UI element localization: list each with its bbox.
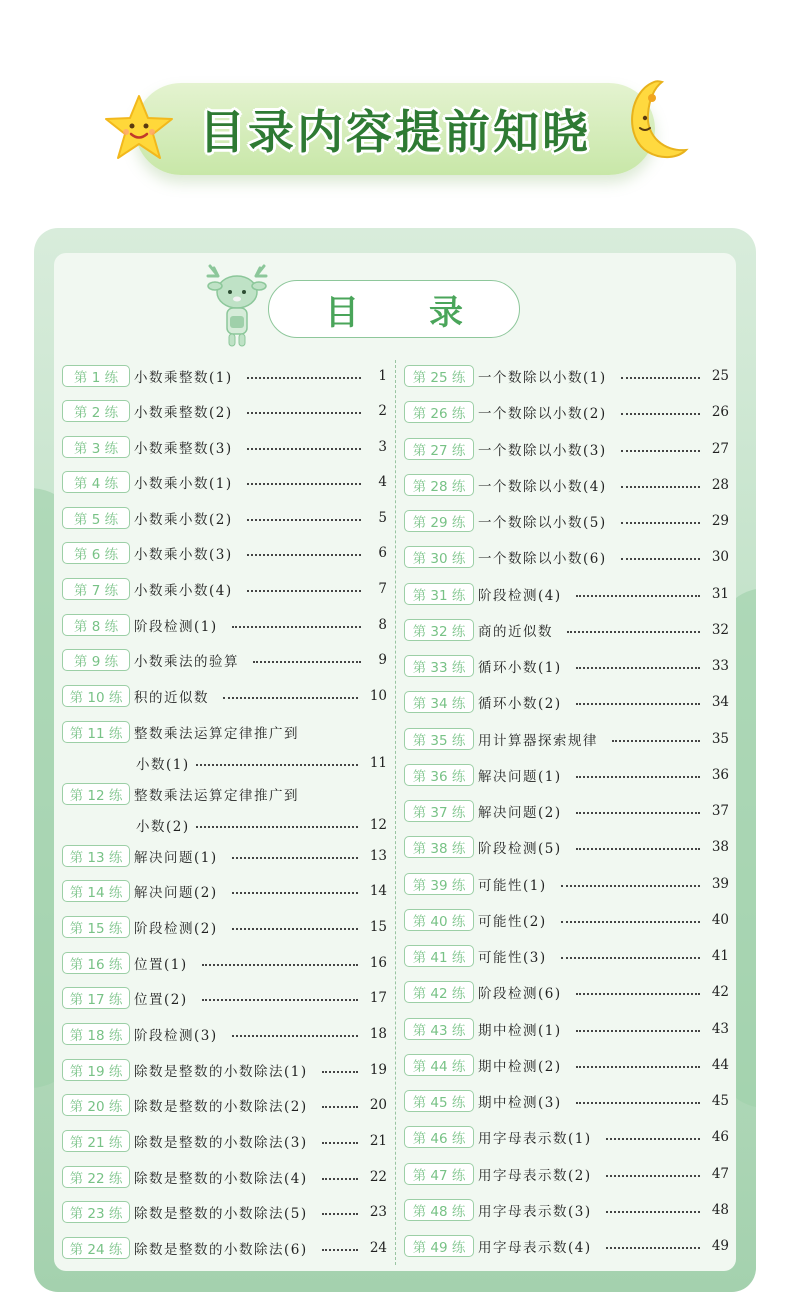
lesson-number-tag: 第 13 练 — [62, 845, 130, 867]
page-number: 6 — [378, 545, 387, 561]
leader-dots — [322, 1178, 358, 1180]
column-divider — [395, 360, 396, 1265]
toc-entry[interactable] — [62, 614, 387, 636]
toc-entry[interactable] — [404, 401, 729, 423]
toc-entry[interactable] — [62, 987, 387, 1009]
leader-dots — [576, 595, 700, 597]
lesson-number-tag: 第 42 练 — [404, 981, 474, 1003]
leader-dots — [561, 957, 700, 959]
leader-dots — [606, 1211, 700, 1213]
lesson-number-tag: 第 41 练 — [404, 945, 474, 967]
lesson-number-tag: 第 3 练 — [62, 436, 130, 458]
toc-entry[interactable] — [404, 365, 729, 387]
page-number: 39 — [711, 875, 729, 892]
lesson-number-tag: 第 5 练 — [62, 507, 130, 529]
leader-dots — [322, 1249, 358, 1251]
toc-entry[interactable] — [404, 1235, 729, 1257]
lesson-number-tag: 第 48 练 — [404, 1199, 474, 1221]
toc-entry[interactable] — [62, 1130, 387, 1152]
page-number: 41 — [711, 948, 729, 964]
leader-dots — [232, 892, 358, 894]
toc-entry[interactable] — [404, 583, 729, 605]
lesson-number-tag: 第 7 练 — [62, 578, 130, 600]
lesson-number-tag: 第 2 练 — [62, 400, 130, 422]
leader-dots — [322, 1142, 358, 1144]
toc-entry[interactable] — [404, 1090, 729, 1112]
lesson-title: 除数是整数的小数除法(6) — [134, 1242, 308, 1258]
lesson-number-tag: 第 23 练 — [62, 1201, 130, 1223]
lesson-title: 用计算器探索规律 — [478, 732, 598, 749]
page-number: 14 — [369, 883, 387, 899]
toc-entry[interactable] — [404, 655, 729, 677]
lesson-title: 解决问题(1) — [478, 768, 562, 785]
page-number: 37 — [711, 803, 729, 819]
lesson-title: 小数乘小数(1) — [134, 476, 233, 492]
leader-dots — [621, 558, 700, 560]
page-number: 21 — [369, 1133, 387, 1149]
toc-entry-continued[interactable] — [136, 752, 387, 774]
leader-dots — [322, 1071, 358, 1073]
lesson-number-tag: 第 6 练 — [62, 542, 130, 564]
lesson-title: 期中检测(3) — [478, 1095, 562, 1111]
lesson-title: 用字母表示数(4) — [478, 1240, 592, 1256]
page-number: 48 — [711, 1201, 729, 1218]
lesson-title: 整数乘法运算定律推广到 — [134, 726, 299, 742]
leader-dots — [576, 1030, 700, 1032]
lesson-number-tag: 第 45 练 — [404, 1090, 474, 1112]
lesson-title: 小数乘整数(3) — [134, 441, 233, 457]
leader-dots — [621, 522, 700, 524]
leader-dots — [576, 812, 700, 814]
toc-entry[interactable] — [404, 836, 729, 858]
page-number: 1 — [378, 368, 387, 384]
page-number: 25 — [711, 368, 729, 384]
smiling-star-icon — [104, 94, 174, 160]
toc-entry[interactable] — [62, 436, 387, 458]
lesson-number-tag: 第 39 练 — [404, 873, 474, 895]
page-number: 17 — [369, 990, 387, 1006]
leader-dots — [232, 857, 358, 859]
lesson-number-tag: 第 1 练 — [62, 365, 130, 387]
toc-entry[interactable] — [62, 1023, 387, 1045]
page-number: 20 — [369, 1097, 387, 1113]
lesson-title: 期中检测(2) — [478, 1058, 562, 1075]
page-number: 3 — [378, 439, 387, 455]
leader-dots — [576, 703, 700, 705]
toc-entry[interactable] — [404, 873, 729, 895]
lesson-number-tag: 第 44 练 — [404, 1054, 474, 1076]
page-number: 31 — [711, 585, 729, 602]
lesson-number-tag: 第 33 练 — [404, 655, 474, 677]
toc-entry[interactable] — [62, 845, 387, 867]
leader-dots — [196, 764, 358, 766]
toc-entry[interactable] — [62, 783, 387, 805]
page-number: 29 — [711, 513, 729, 529]
lesson-title: 整数乘法运算定律推广到 — [134, 788, 299, 804]
lesson-number-tag: 第 28 练 — [404, 474, 474, 496]
leader-dots — [247, 377, 361, 379]
lesson-number-tag: 第 12 练 — [62, 783, 130, 805]
leader-dots — [606, 1138, 700, 1140]
toc-entry[interactable] — [404, 945, 729, 967]
toc-entry[interactable] — [404, 438, 729, 460]
lesson-title: 解决问题(2) — [134, 885, 218, 901]
lesson-title: 小数乘小数(3) — [134, 547, 233, 563]
page-number: 12 — [369, 817, 387, 833]
page-number: 38 — [711, 839, 729, 856]
toc-entry[interactable] — [62, 1201, 387, 1223]
lesson-number-tag: 第 16 练 — [62, 952, 130, 974]
lesson-number-tag: 第 36 练 — [404, 764, 474, 786]
leader-dots — [576, 1066, 700, 1068]
page-number: 23 — [369, 1204, 387, 1220]
page-number: 35 — [711, 730, 729, 747]
lesson-number-tag: 第 9 练 — [62, 649, 130, 671]
page-number: 11 — [369, 755, 387, 771]
page-number: 40 — [711, 911, 729, 928]
lesson-title: 循环小数(1) — [478, 660, 562, 676]
page-number: 24 — [369, 1240, 387, 1256]
lesson-number-tag: 第 19 练 — [62, 1059, 130, 1081]
toc-entry[interactable] — [404, 800, 729, 822]
lesson-number-tag: 第 15 练 — [62, 916, 130, 938]
lesson-title: 循环小数(2) — [478, 696, 562, 713]
lesson-number-tag: 第 35 练 — [404, 728, 474, 750]
toc-entry[interactable] — [404, 1163, 729, 1185]
lesson-title: 商的近似数 — [478, 623, 553, 640]
leader-dots — [576, 776, 700, 778]
toc-entry[interactable] — [404, 619, 729, 641]
page-number: 27 — [711, 440, 729, 457]
toc-entry[interactable] — [62, 952, 387, 974]
page-number: 36 — [711, 766, 729, 783]
page-number: 28 — [711, 476, 729, 493]
lesson-number-tag: 第 43 练 — [404, 1018, 474, 1040]
lesson-title: 小数乘小数(4) — [134, 583, 233, 599]
toc-entry[interactable] — [404, 510, 729, 532]
toc-entry[interactable] — [62, 880, 387, 902]
lesson-number-tag: 第 38 练 — [404, 836, 474, 858]
toc-entry[interactable] — [62, 721, 387, 743]
toc-entry[interactable] — [404, 546, 729, 568]
title-banner — [135, 83, 655, 175]
lesson-title: 阶段检测(1) — [134, 619, 218, 635]
toc-entry[interactable] — [62, 649, 387, 671]
toc-entry[interactable] — [404, 1018, 729, 1040]
lesson-title: 小数乘法的验算 — [134, 654, 239, 670]
page-number: 43 — [711, 1020, 729, 1037]
leader-dots — [621, 413, 700, 415]
page-number: 49 — [711, 1238, 729, 1254]
lesson-number-tag: 第 34 练 — [404, 691, 474, 713]
leader-dots — [576, 848, 700, 850]
page-number: 2 — [378, 403, 387, 419]
lesson-number-tag: 第 26 练 — [404, 401, 474, 423]
lesson-number-tag: 第 32 练 — [404, 619, 474, 641]
lesson-title: 位置(2) — [134, 992, 188, 1008]
leader-dots — [606, 1247, 700, 1249]
toc-entry[interactable] — [404, 1126, 729, 1148]
leader-dots — [621, 377, 700, 379]
lesson-title: 除数是整数的小数除法(1) — [134, 1064, 308, 1080]
lesson-title: 可能性(3) — [478, 950, 547, 966]
toc-entry[interactable] — [404, 981, 729, 1003]
leader-dots — [606, 1175, 700, 1177]
lesson-title: 小数乘整数(2) — [134, 405, 233, 421]
lesson-title: 小数乘小数(2) — [134, 512, 233, 528]
leader-dots — [202, 964, 358, 966]
lesson-number-tag: 第 37 练 — [404, 800, 474, 822]
page-number: 46 — [711, 1129, 729, 1146]
leader-dots — [322, 1213, 358, 1215]
page-number: 45 — [711, 1093, 729, 1109]
leader-dots — [232, 626, 361, 628]
leader-dots — [247, 519, 361, 521]
leader-dots — [196, 826, 358, 828]
leader-dots — [322, 1106, 358, 1108]
lesson-number-tag: 第 14 练 — [62, 880, 130, 902]
lesson-title: 阶段检测(4) — [478, 587, 562, 604]
leader-dots — [232, 928, 358, 930]
leader-dots — [247, 590, 361, 592]
page-number: 10 — [369, 688, 387, 704]
lesson-title: 一个数除以小数(2) — [478, 406, 607, 423]
page-number: 13 — [369, 848, 387, 864]
leader-dots — [247, 412, 361, 414]
toc-entry[interactable] — [404, 909, 729, 931]
lesson-number-tag: 第 25 练 — [404, 365, 474, 387]
toc-entry[interactable] — [404, 691, 729, 713]
page-title: 目录内容提前知晓 — [199, 105, 591, 159]
lesson-title: 一个数除以小数(1) — [478, 370, 607, 386]
toc-entry[interactable] — [62, 1237, 387, 1259]
leader-dots — [621, 450, 700, 452]
lesson-number-tag: 第 24 练 — [62, 1237, 130, 1259]
page-number: 33 — [711, 658, 729, 674]
leader-dots — [561, 921, 700, 923]
toc-entry[interactable] — [404, 764, 729, 786]
lesson-number-tag: 第 46 练 — [404, 1126, 474, 1148]
deer-mascot-icon — [202, 262, 272, 350]
leader-dots — [612, 740, 700, 742]
page-number: 30 — [711, 549, 729, 566]
toc-entry[interactable] — [62, 578, 387, 600]
lesson-title: 阶段检测(5) — [478, 841, 562, 858]
page-number: 19 — [369, 1062, 387, 1078]
toc-entry[interactable] — [62, 400, 387, 422]
lesson-number-tag: 第 20 练 — [62, 1094, 130, 1116]
toc-entry[interactable] — [62, 1166, 387, 1188]
lesson-number-tag: 第 18 练 — [62, 1023, 130, 1045]
toc-entry[interactable] — [62, 1094, 387, 1116]
leader-dots — [621, 486, 700, 488]
page-number: 16 — [369, 955, 387, 971]
lesson-number-tag: 第 4 练 — [62, 471, 130, 493]
lesson-title: 除数是整数的小数除法(4) — [134, 1171, 308, 1187]
lesson-title: 一个数除以小数(4) — [478, 478, 607, 495]
toc-entry[interactable] — [62, 916, 387, 938]
lesson-number-tag: 第 47 练 — [404, 1163, 474, 1185]
lesson-title-continued: 小数(1) — [136, 757, 190, 773]
lesson-number-tag: 第 29 练 — [404, 510, 474, 532]
leader-dots — [223, 697, 358, 699]
crescent-moon-icon — [618, 78, 690, 164]
lesson-number-tag: 第 10 练 — [62, 685, 130, 707]
lesson-title-continued: 小数(2) — [136, 819, 190, 835]
toc-entry[interactable] — [404, 728, 729, 750]
lesson-title: 用字母表示数(2) — [478, 1167, 592, 1184]
lesson-title: 可能性(2) — [478, 913, 547, 930]
leader-dots — [253, 661, 361, 663]
lesson-number-tag: 第 8 练 — [62, 614, 130, 636]
leader-dots — [576, 993, 700, 995]
toc-entry[interactable] — [404, 1199, 729, 1221]
page-number: 22 — [369, 1169, 387, 1185]
leader-dots — [576, 667, 700, 669]
lesson-title: 一个数除以小数(6) — [478, 551, 607, 568]
page-number: 4 — [378, 474, 387, 490]
toc-entry[interactable] — [62, 471, 387, 493]
page-number: 47 — [711, 1165, 729, 1182]
lesson-title: 用字母表示数(1) — [478, 1131, 592, 1148]
lesson-title: 一个数除以小数(5) — [478, 515, 607, 531]
lesson-number-tag: 第 11 练 — [62, 721, 130, 743]
lesson-number-tag: 第 22 练 — [62, 1166, 130, 1188]
leader-dots — [232, 1035, 358, 1037]
lesson-title: 阶段检测(6) — [478, 986, 562, 1003]
leader-dots — [247, 483, 361, 485]
lesson-title: 解决问题(2) — [478, 805, 562, 821]
page-number: 18 — [369, 1026, 387, 1042]
lesson-number-tag: 第 21 练 — [62, 1130, 130, 1152]
lesson-number-tag: 第 17 练 — [62, 987, 130, 1009]
leader-dots — [561, 885, 700, 887]
page-number: 34 — [711, 694, 729, 711]
toc-heading: 目 录 — [268, 280, 520, 338]
lesson-title: 阶段检测(3) — [134, 1028, 218, 1044]
toc-entry[interactable] — [62, 542, 387, 564]
leader-dots — [576, 1102, 700, 1104]
toc-entry[interactable] — [62, 1059, 387, 1081]
lesson-title: 位置(1) — [134, 957, 188, 973]
page-number: 44 — [711, 1056, 729, 1073]
leader-dots — [567, 631, 700, 633]
toc-entry-continued[interactable] — [136, 814, 387, 836]
lesson-title: 可能性(1) — [478, 877, 547, 894]
lesson-title: 一个数除以小数(3) — [478, 442, 607, 459]
lesson-title: 期中检测(1) — [478, 1022, 562, 1039]
toc-entry[interactable] — [62, 507, 387, 529]
lesson-title: 小数乘整数(1) — [134, 370, 233, 386]
page-number: 9 — [378, 652, 387, 668]
toc-entry[interactable] — [62, 365, 387, 387]
lesson-title: 阶段检测(2) — [134, 921, 218, 937]
leader-dots — [247, 554, 361, 556]
page-number: 7 — [378, 581, 387, 597]
page-number: 5 — [378, 510, 387, 526]
toc-entry[interactable] — [404, 474, 729, 496]
lesson-title: 解决问题(1) — [134, 850, 218, 866]
lesson-number-tag: 第 49 练 — [404, 1235, 474, 1257]
lesson-title: 用字母表示数(3) — [478, 1203, 592, 1220]
page-number: 32 — [711, 621, 729, 638]
lesson-title: 除数是整数的小数除法(5) — [134, 1206, 308, 1222]
page-number: 26 — [711, 404, 729, 421]
leader-dots — [202, 999, 358, 1001]
page-number: 8 — [378, 617, 387, 633]
lesson-title: 除数是整数的小数除法(2) — [134, 1099, 308, 1115]
lesson-number-tag: 第 30 练 — [404, 546, 474, 568]
lesson-title: 积的近似数 — [134, 690, 209, 706]
lesson-number-tag: 第 27 练 — [404, 438, 474, 460]
toc-entry[interactable] — [62, 685, 387, 707]
page-number: 42 — [711, 984, 729, 1001]
leader-dots — [247, 448, 361, 450]
page-number: 15 — [369, 919, 387, 935]
lesson-number-tag: 第 31 练 — [404, 583, 474, 605]
lesson-title: 除数是整数的小数除法(3) — [134, 1135, 308, 1151]
lesson-number-tag: 第 40 练 — [404, 909, 474, 931]
toc-entry[interactable] — [404, 1054, 729, 1076]
